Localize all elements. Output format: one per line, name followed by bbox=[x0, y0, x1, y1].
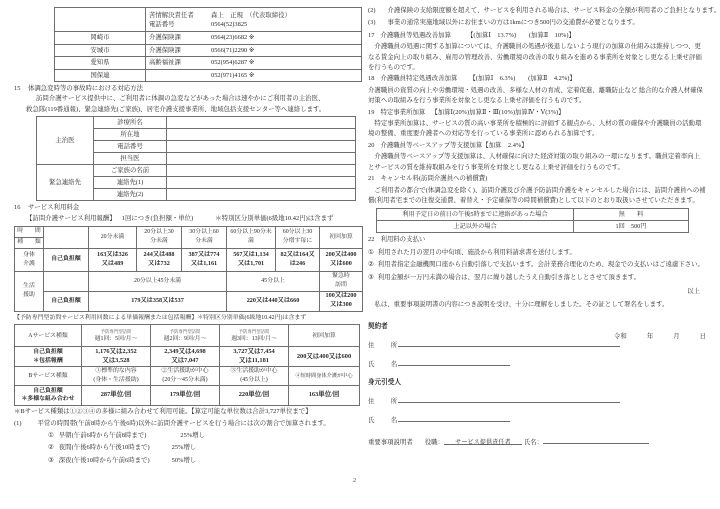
role-label: 役職： bbox=[424, 438, 444, 446]
life-support-header: 20分以上45分未満 bbox=[89, 271, 227, 291]
life-support-value: 220又は440又は660 bbox=[227, 291, 320, 311]
section-22-number: 22 bbox=[368, 236, 375, 244]
value-l1: 163又は326 bbox=[97, 250, 128, 258]
date-month: 月 bbox=[673, 332, 680, 340]
fee-col-header-l2: 分増す毎に bbox=[282, 238, 313, 245]
cost-label-l1: 自己負担額 bbox=[33, 387, 63, 394]
fee-col-header-l2: 満 bbox=[248, 238, 254, 245]
section-21-title: キャンセル料(訪問介護員への補償費) bbox=[380, 175, 488, 183]
explainer-label: 重要事項説明者 bbox=[368, 438, 413, 446]
contact-org: 国保連 bbox=[55, 69, 146, 82]
cancellation-fee-table bbox=[376, 208, 689, 233]
value-l2: 又は7,047 bbox=[171, 356, 199, 364]
value-l2: 又は732 bbox=[148, 259, 170, 267]
section-15-body-line1: 訪問介護サービス提供中に、ご利用者に体調の急変などがあった場合は速やかにご利用者の主治医、 bbox=[36, 95, 325, 103]
cost-label-l1: 自己負担額 bbox=[33, 349, 63, 356]
explainer-name-label: 氏名： bbox=[523, 438, 544, 446]
life-support-l1: 生活 bbox=[23, 283, 35, 290]
emergency-field-label: ご家族の名前 bbox=[94, 165, 167, 177]
body-care-value bbox=[182, 248, 227, 271]
col-tiny: 予防専門型訪問 bbox=[238, 329, 270, 335]
fee-col-header bbox=[89, 226, 137, 248]
fee-col-header-l2: 分未満 bbox=[150, 238, 168, 245]
value-l1: 244又は488 bbox=[143, 250, 175, 258]
complaint-label: 苦情解決責任者 bbox=[149, 11, 194, 19]
fee-type-header: 種 類 bbox=[15, 237, 44, 248]
value-l1: 1,176又は2,352 bbox=[95, 348, 137, 356]
fee-col-header-l2: 分未満 bbox=[195, 238, 213, 245]
section-19-body: 特定事業所加算は、サービスの質の高い事業所を積極的に評価する観点から、人材の質の確保や介護職員の活動環境の整備、重度要介護者への対応等を行っている事業所に認められる加算です。 bbox=[368, 120, 702, 138]
item-3-number: (3) bbox=[368, 19, 376, 27]
doctor-field-input[interactable] bbox=[167, 129, 356, 141]
sub-mark: ③ bbox=[48, 456, 54, 464]
sub-mark: ② bbox=[48, 444, 54, 452]
service-a-value bbox=[82, 347, 151, 367]
cancel-fee: 無 料 bbox=[574, 209, 689, 221]
item-text: 利用された月の翌月の中旬頃、施設から利用料請求書を送付します。 bbox=[377, 248, 576, 256]
table-row bbox=[15, 248, 363, 271]
section-21-number: 21 bbox=[368, 175, 375, 183]
phone-value: 052(971)4165 bbox=[211, 71, 248, 79]
service-b-col-header bbox=[151, 367, 220, 385]
phone-value: 0564(52)3825 bbox=[211, 20, 248, 28]
fee-subtitle-left: 【訪問介護サービス利用報酬】 bbox=[26, 214, 116, 222]
phone-value: 0566(71)2290 bbox=[211, 46, 248, 54]
life-support-cost-label: 自己負担額 bbox=[44, 291, 89, 311]
service-b-col-header bbox=[82, 367, 151, 385]
emergency-field-input[interactable] bbox=[167, 189, 356, 201]
contractor-name-row bbox=[368, 358, 706, 368]
section-20-body: 介護職員等ベースアップ等支援加算は、人材確保に向けた経済対策の取り組みの一環になります。職員定着率向上とサービスの質を維持取組みを行う事業所を対象とし更なる上乗せ評価を行うものです。 bbox=[368, 153, 701, 171]
section-17-number: 17 bbox=[368, 31, 375, 39]
item-1-number: (1) bbox=[14, 419, 22, 427]
table-row bbox=[15, 325, 360, 347]
emergency-field-input[interactable] bbox=[167, 177, 356, 189]
life-support-empty bbox=[44, 271, 89, 291]
value-l2: 又は1,701 bbox=[237, 259, 265, 267]
table-row bbox=[37, 117, 356, 129]
service-fee-table bbox=[14, 226, 363, 312]
service-b-value: 163単位/回 bbox=[289, 385, 360, 405]
section-20-title: 介護職員等ベースアップ等支援加算【加算 2.4%】 bbox=[380, 141, 528, 149]
body-care-value bbox=[276, 248, 320, 271]
emergency-field-label: 連絡先(2) bbox=[94, 189, 167, 201]
guarantor-name-input[interactable] bbox=[398, 414, 510, 422]
phone-value: 0564(23)6682 bbox=[211, 34, 248, 42]
section-17-rates: 【(加算Ⅰ 13.7%) (加算Ⅱ 10%)】 bbox=[466, 31, 575, 39]
table-row bbox=[15, 271, 363, 291]
phone-value: 052(954)6287 bbox=[211, 59, 248, 67]
col-l2: (20分～45分未満) bbox=[162, 377, 208, 384]
section-22-heading bbox=[368, 235, 706, 245]
sub-label: 夜間(午後6時から午後10時まで) bbox=[58, 444, 150, 452]
section-21-body: ご利用者の都合で(体調急変を除く)、訪問介護及び介護予防訪問介護をキャンセルした場合には、訪問介護員への補償(利用者宅までの往復交通費、着替え・予定確保等の時間補償費)として以下のとおり取扱いさせていただきます。 bbox=[368, 186, 706, 204]
emergency-group-label: 緊急連絡先 bbox=[37, 165, 94, 201]
value-l2: 又は1,161 bbox=[190, 259, 218, 267]
note-mark: ※ bbox=[248, 34, 255, 42]
section-20-number: 20 bbox=[368, 141, 375, 149]
cancel-condition: 利用予定日の前日の午後5時までに連絡があった場合 bbox=[377, 209, 574, 221]
item-3-text: 事業の通常実施地域以外にお住まいの方は1kmにつき500円の交通費が必要となります。 bbox=[387, 19, 639, 27]
section-16-title: サービス利用料金 bbox=[28, 204, 80, 212]
value-l2: 又は11,181 bbox=[238, 356, 269, 364]
contact-dept-phone bbox=[146, 32, 362, 45]
item-mark: ③ bbox=[368, 273, 374, 281]
section-22-title: 利用料の支払い bbox=[380, 236, 426, 244]
dept-label: 高齢福祉課 bbox=[149, 59, 181, 67]
section-21-heading bbox=[368, 174, 706, 184]
service-b-value: 220単位/回 bbox=[220, 385, 289, 405]
contractor-heading: 契約者 bbox=[368, 322, 388, 330]
item-1-sub-3 bbox=[14, 456, 354, 466]
cancel-fee: 1回 500円 bbox=[574, 221, 689, 233]
item-1-text: 平常の時間帯(午前8時から午後6時)以外に訪問介護サービスを行う場合には次の割合で加算されます。 bbox=[37, 419, 330, 427]
sub-value: 25%増し bbox=[171, 444, 197, 452]
section-17-body: 介護職員の処遇に関する加算については、介護職員の処遇が後退しないよう現行の加算の仕組みは維持しつつ、更なる賃金向上の取り組み、雇用の管理改善、労働環境の改善の取り組みを進める事業所を対象とし更なる上乗せ評価を行うものです。 bbox=[368, 43, 702, 72]
life-support-value: 179又は358又は537 bbox=[89, 291, 227, 311]
service-a-initial-value: 200又は400又は600 bbox=[289, 347, 360, 367]
service-b-col-header bbox=[220, 367, 289, 385]
value-l1: 2,349又は4,698 bbox=[164, 348, 206, 356]
col-tiny: 予防専門型訪問 bbox=[100, 329, 132, 335]
service-b-label: Bサービス種類 bbox=[15, 367, 82, 385]
item-2-number: (2) bbox=[368, 7, 376, 14]
table-row bbox=[377, 209, 689, 221]
value-l2: 又は300 bbox=[330, 301, 352, 309]
prevention-note: ＊Bサービス種類は①②③④の多様に組み合わせて利用可能。【算定可能な単位数は合計3,727単位まで】 bbox=[14, 408, 312, 416]
doctor-field-input[interactable] bbox=[167, 141, 356, 153]
value-l1: 82又は164又 bbox=[280, 250, 315, 258]
section-16-number: 16 bbox=[14, 204, 21, 212]
doctor-field-label: 所在地 bbox=[94, 129, 167, 141]
service-b-col-header bbox=[289, 367, 360, 385]
section-18-number: 18 bbox=[368, 75, 375, 83]
address-label: 住 所 bbox=[368, 397, 403, 405]
section-22-item-1 bbox=[368, 248, 706, 258]
contact-dept-phone bbox=[146, 44, 362, 57]
table-row bbox=[37, 165, 356, 177]
item-2-text: 介護保険の支給限度額を超えて、サービスを利用される場合は、サービス料金の全額が利用者のご負担となります。 bbox=[387, 7, 720, 14]
fee-subtitle-mid: 1回につき(負担額・単位) bbox=[121, 214, 194, 222]
section-15-title: 体調急変時等の事故時における対応方法 bbox=[28, 85, 144, 92]
table-row bbox=[15, 385, 360, 405]
contact-dept-phone bbox=[146, 69, 362, 82]
service-b-value: 287単位/回 bbox=[82, 385, 151, 405]
contact-org: 安城市 bbox=[55, 44, 146, 57]
sub-mark: ① bbox=[48, 431, 54, 439]
contact-complaint-cell bbox=[146, 8, 362, 32]
body-care-l2: 介護 bbox=[23, 260, 35, 267]
item-1-sub-1 bbox=[14, 431, 354, 441]
fee-col-empty bbox=[44, 226, 89, 248]
item-3-row bbox=[368, 18, 706, 28]
body-care-value bbox=[137, 248, 182, 271]
col-l1: ④短時間身体介護が中心 bbox=[295, 372, 353, 379]
value-l1: 567又は1,134 bbox=[233, 250, 269, 258]
section-17-title: 介護職員等処遇改善加算 bbox=[380, 31, 451, 39]
table-row bbox=[55, 8, 362, 32]
section-15-number: 15 bbox=[14, 85, 21, 92]
section-17-heading bbox=[368, 31, 706, 41]
contact-dept-phone bbox=[146, 57, 362, 70]
fee-col-header-l1: 60分以上30 bbox=[282, 229, 313, 236]
doctor-field-input[interactable] bbox=[167, 153, 356, 165]
table-row bbox=[15, 347, 360, 367]
emergency-field-label: 連絡先(1) bbox=[94, 177, 167, 189]
fee-time-header: 時 間 bbox=[15, 226, 44, 237]
col-l2: (身体・生活援助) bbox=[93, 377, 139, 384]
life-support-value-emergency bbox=[320, 291, 363, 311]
value-l1: 200又は400 bbox=[325, 250, 357, 258]
phone-label: 電話番号 bbox=[149, 20, 175, 28]
col-main: 週2回：9回/月～ bbox=[163, 336, 207, 343]
section-15-body-line2: 救急隊(119番通報)、緊急連絡先(ご家族)、居宅介護支援事業所、地域包括支援センター等へ連絡します。 bbox=[26, 105, 326, 113]
guarantor-address-row bbox=[368, 395, 706, 405]
body-care-value bbox=[89, 248, 137, 271]
item-text: 利用者指定金融機関口座から自動引落しで支払います。会計業務合理化のため、現金での支払いはご遠慮下さい。 bbox=[377, 261, 704, 269]
life-support-header-emergency bbox=[320, 271, 363, 291]
date-year: 年 bbox=[646, 332, 654, 340]
table-row bbox=[377, 221, 689, 233]
value-l2: 又は489 bbox=[101, 259, 124, 267]
body-care-value bbox=[320, 248, 363, 271]
value-l2: 又は600 bbox=[330, 259, 352, 267]
col-main: 週3回：13回/月～ bbox=[231, 336, 277, 343]
prevention-fee-table bbox=[14, 324, 360, 405]
note-mark: ※ bbox=[248, 46, 255, 54]
fee-body-care-label bbox=[15, 248, 44, 271]
table-row bbox=[15, 291, 363, 311]
item-mark: ① bbox=[368, 248, 374, 256]
section-19-rates: 【加算Ⅰ(20%)加算Ⅱ・Ⅲ(10%)加算Ⅳ・Ⅴ(3%)】 bbox=[431, 108, 565, 116]
table-row bbox=[55, 57, 362, 70]
name-label: 氏 名 bbox=[368, 360, 403, 368]
fee-col-header bbox=[182, 226, 227, 248]
contractor-address-row bbox=[368, 339, 706, 349]
service-a-label: Aサービス種類 bbox=[15, 325, 82, 347]
date-day: 日 bbox=[699, 332, 706, 340]
fee-col-header-l1: 60分以上90分未 bbox=[230, 229, 272, 236]
date-line bbox=[614, 331, 706, 340]
service-a-cost-label bbox=[15, 347, 82, 367]
value-l2: 又は3,528 bbox=[102, 356, 130, 364]
section-22-item-2 bbox=[368, 260, 706, 270]
service-a-initial-header: 初回加算 bbox=[289, 325, 360, 347]
service-b-value: 179単位/回 bbox=[151, 385, 220, 405]
cost-label-l2: ＊包括報酬 bbox=[33, 357, 63, 364]
item-1-sub-2 bbox=[14, 443, 354, 453]
doctor-field-label: 電話番号 bbox=[94, 141, 167, 153]
life-support-l2: 援助 bbox=[23, 292, 35, 299]
life-support-header: 45分以上 bbox=[227, 271, 320, 291]
address-label: 住 所 bbox=[368, 341, 403, 349]
fee-col-header-l1: 20分未満 bbox=[100, 233, 125, 240]
item-text: 利用金額が一万円未満の場合は、翌月に繰り越したうえ自動引き落としとさせて頂きます。 bbox=[377, 273, 641, 281]
doctor-field-label: 担当医 bbox=[94, 153, 167, 165]
value-l2: は246 bbox=[289, 259, 306, 267]
table-row bbox=[15, 367, 360, 385]
item-1-row bbox=[14, 419, 354, 429]
cancel-condition: 上記以外の場合 bbox=[377, 221, 574, 233]
section-20-heading bbox=[368, 141, 706, 151]
table-row bbox=[15, 226, 363, 237]
complaint-value: 森上 正規 （代表取締役） bbox=[211, 11, 291, 19]
section-18-heading bbox=[368, 74, 706, 84]
col-main: 週1回：5回/月～ bbox=[94, 336, 138, 343]
doctor-field-input[interactable] bbox=[167, 117, 356, 129]
fee-subtitle-right: ＊特別区分別単価(6級地10.42円)は含まず bbox=[215, 214, 334, 222]
col-l1: ①標準的な内容 bbox=[95, 368, 137, 375]
contractor-address-input[interactable] bbox=[398, 339, 620, 347]
doctor-group-label: 主治医 bbox=[37, 117, 94, 165]
explainer-row bbox=[368, 436, 706, 446]
col-l1: ②生活援助が中心 bbox=[161, 368, 209, 375]
consent-statement: 私は、重要事項説明書の内容につき説明を受け、十分に理解をしました。その証として署名をします。 bbox=[368, 301, 669, 309]
signature-block bbox=[368, 320, 706, 446]
fee-col-header-l1: 30分以上60 bbox=[189, 229, 219, 236]
service-a-col-header bbox=[220, 325, 289, 347]
section-18-body: 介護職員の資質の向上や労働環境・処遇の改善、多様な人材の育成、定着促進、離職防止など 総合的な介護人材確保対策への取組みを行う事業所を対象とし更なる上乗せ評価を行うものです。 bbox=[368, 86, 703, 105]
service-a-col-header bbox=[82, 325, 151, 347]
contact-org: 愛知県 bbox=[55, 57, 146, 70]
emergency-field-input[interactable] bbox=[167, 165, 356, 177]
item-mark: ② bbox=[368, 261, 374, 269]
doctor-emergency-table bbox=[36, 116, 356, 201]
contact-table bbox=[54, 7, 362, 82]
section-19-title: 特定事業所加算 bbox=[380, 108, 426, 116]
dept-label: 介護保険課 bbox=[149, 34, 181, 42]
sub-label: 早朝(午前6時から午前8時まで) bbox=[58, 431, 147, 439]
section-18-rates: 【(加算Ⅰ 6.3%) (加算Ⅱ 4.2%)】 bbox=[469, 75, 576, 83]
name-label: 氏 名 bbox=[368, 416, 403, 424]
guarantor-address-input[interactable] bbox=[398, 395, 620, 403]
contractor-name-input[interactable] bbox=[398, 358, 510, 366]
page-number: 2 bbox=[353, 477, 357, 484]
value-l1: 100又は200 bbox=[325, 292, 357, 300]
service-a-value bbox=[151, 347, 220, 367]
section-15-heading bbox=[14, 84, 354, 94]
sub-value: 25%増し bbox=[180, 431, 206, 439]
section-16-subtitle bbox=[14, 214, 354, 224]
section-19-number: 19 bbox=[368, 108, 375, 116]
note-mark: ※ bbox=[248, 59, 255, 67]
item-2-row bbox=[368, 6, 720, 16]
col-tiny: 予防専門型訪問 bbox=[169, 329, 201, 335]
table-row bbox=[55, 44, 362, 57]
service-b-cost-label bbox=[15, 385, 82, 405]
right-column bbox=[368, 6, 720, 446]
sub-value: 50%増し bbox=[171, 456, 197, 464]
table-row bbox=[55, 69, 362, 82]
note-mark: ※ bbox=[248, 71, 255, 79]
section-19-heading bbox=[368, 108, 706, 118]
closing-mark: 以上 bbox=[687, 287, 700, 295]
col-l1: ③生活援助が中心 bbox=[230, 368, 278, 375]
fee-col-header bbox=[227, 226, 276, 248]
date-era: 令和 bbox=[614, 332, 627, 340]
section-16-heading bbox=[14, 203, 354, 213]
fee-col-header bbox=[276, 226, 320, 248]
fee-col-header bbox=[320, 226, 363, 248]
value-l1: 387又は774 bbox=[188, 250, 220, 258]
table-row bbox=[55, 32, 362, 45]
service-a-value bbox=[220, 347, 289, 367]
role-value[interactable]: サービス提供責任者 bbox=[444, 437, 522, 445]
section-18-title: 介護職員特定処遇改善加算 bbox=[380, 75, 458, 83]
body-care-value bbox=[227, 248, 276, 271]
value-l1: 3,727又は7,454 bbox=[233, 348, 275, 356]
fee-col-header-l1: 初回加算 bbox=[329, 233, 353, 240]
emergency-l1: 緊急時 bbox=[332, 273, 350, 280]
left-column bbox=[14, 6, 357, 466]
guarantor-heading: 身元引受人 bbox=[368, 378, 401, 386]
contact-org: 岡崎市 bbox=[55, 32, 146, 45]
section-22-item-3 bbox=[368, 273, 706, 283]
doctor-field-label: 診療所名 bbox=[94, 117, 167, 129]
fee-col-header-l1: 20分以上30 bbox=[144, 229, 174, 236]
emergency-l2: 訪問 bbox=[335, 282, 347, 289]
body-care-l1: 身体 bbox=[23, 251, 35, 258]
fee-col-header bbox=[137, 226, 182, 248]
explainer-name-input[interactable] bbox=[543, 436, 649, 444]
guarantor-name-row bbox=[368, 414, 706, 424]
body-care-cost-label: 自己負担額 bbox=[44, 248, 89, 271]
life-support-label bbox=[15, 271, 44, 311]
contact-org-empty bbox=[55, 8, 146, 32]
dept-label: 介護保険課 bbox=[149, 46, 181, 54]
cost-label-l2: ＊多様な組み合わせ bbox=[21, 396, 75, 403]
sub-label: 深夜(午後10時から午前6時まで) bbox=[58, 456, 150, 464]
col-l2: (45分以上) bbox=[240, 377, 268, 384]
prevention-subtitle: 【予防専門型訪問サービス利用回数による単価報酬または包括報酬】＊特別区分別単価(6級地10.42円)は含まず bbox=[14, 314, 307, 321]
service-a-col-header bbox=[151, 325, 220, 347]
